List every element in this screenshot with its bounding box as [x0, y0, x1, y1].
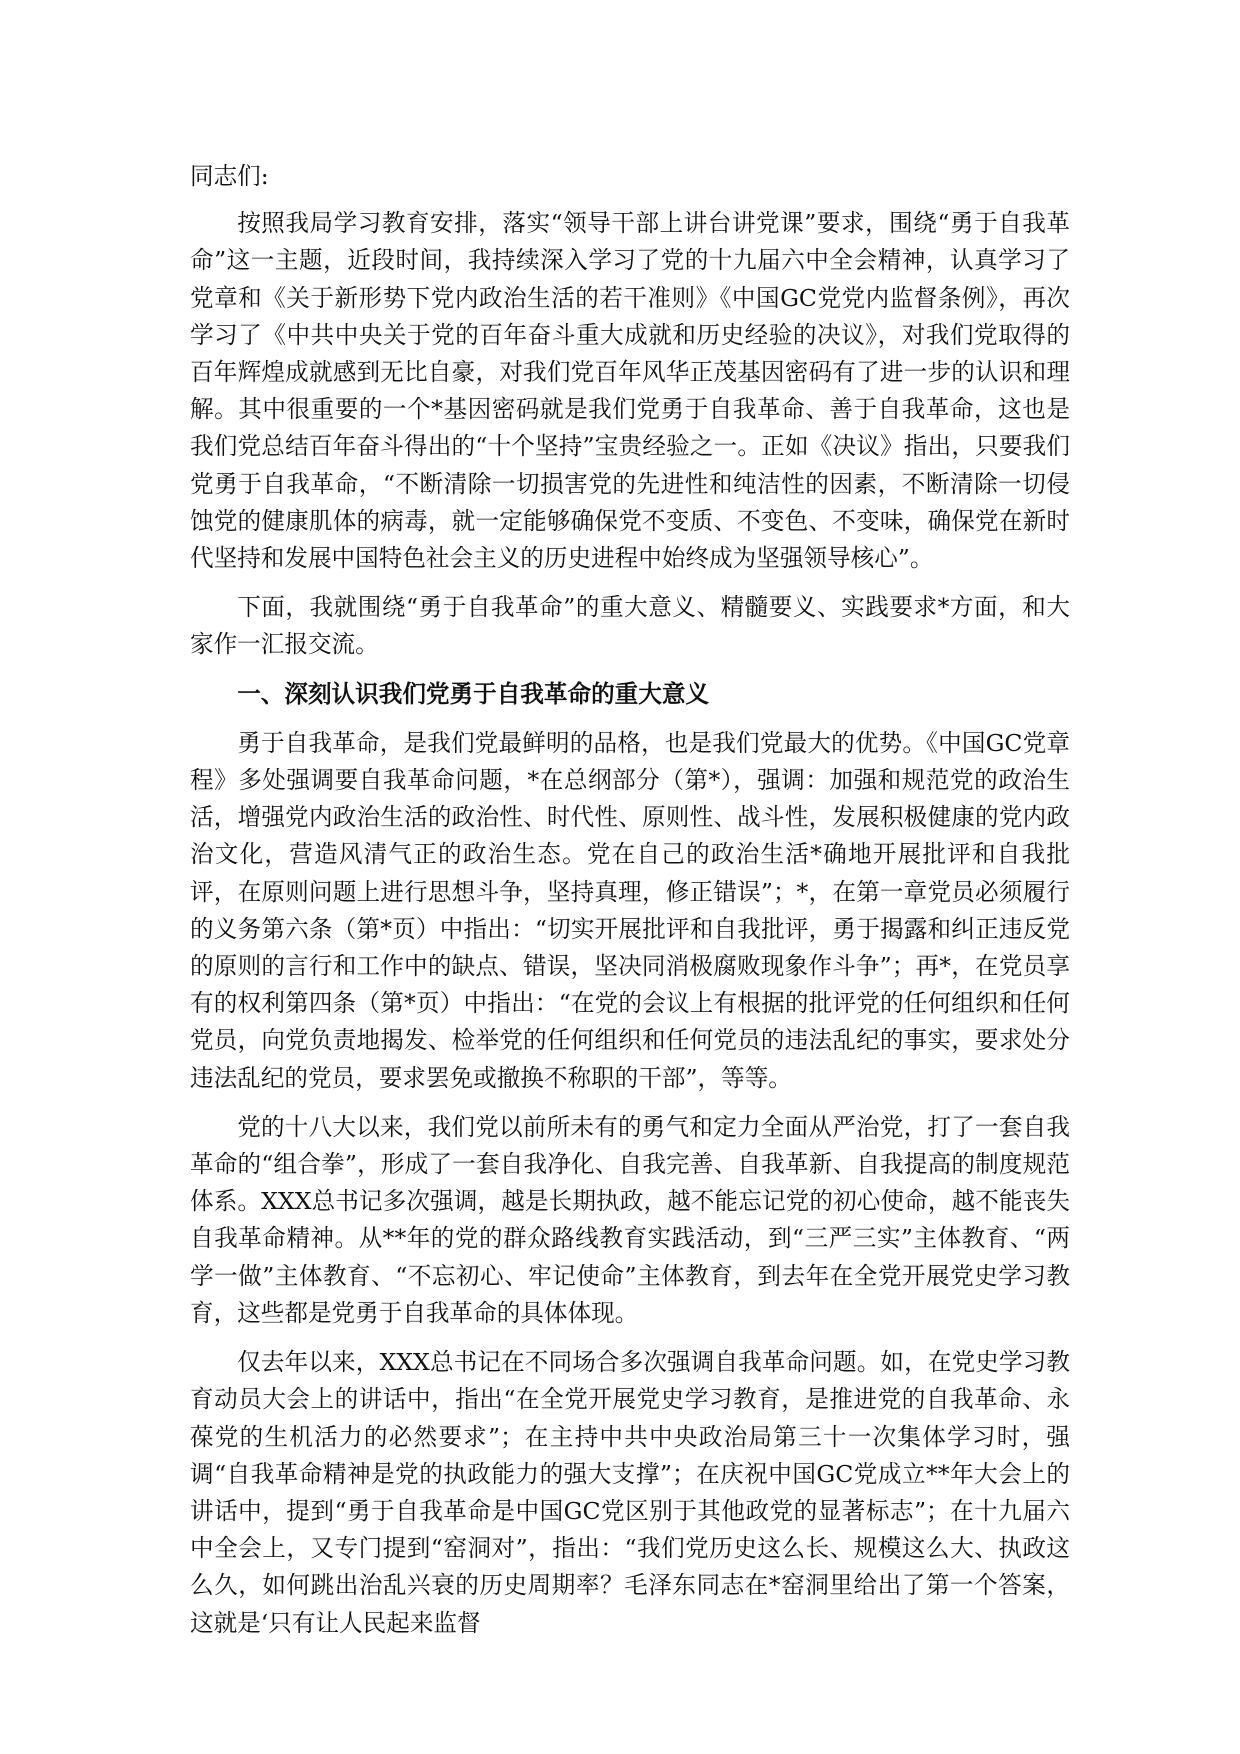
salutation: 同志们:: [190, 162, 269, 190]
paragraph-party-constitution: 勇于自我革命，是我们党最鲜明的品格，也是我们党最大的优势。《中国GC党章程》多处强调要自我革命问题，*在总纲部分（第*），强调：加强和规范党的政治生活，增强党内政治生活的政治性、时代性、原则性、战斗性，发展积极健康的党内政治文化，营造风清气正的政治生态。党在自己的政治生活*确地开展批评和自我批评，在原则问题上进行思想斗争，坚持真理，修正错误”；*，在第一章党员必须履行的义务第六条（第*页）中指出：“切实开展批评和自我批评，勇于揭露和纠正违反党的原则的言行和工作中的缺点、错误，坚决同消极腐败现象作斗争”；再*，在党员享有的权利第四条（第*页）中指出：“在党的会议上有根据的批评党的任何组织和任何党员，向党负责地揭发、检举党的任何组织和任何党员的违法乱纪的事实，要求处分违法乱纪的党员，要求罢免或撤换不称职的干部”，等等。: [190, 728, 1070, 1092]
section-heading: 一、深刻认识我们党勇于自我革命的重大意义: [237, 679, 710, 708]
paragraph-since-last-year: 仅去年以来，XXX总书记在不同场合多次强调自我革命问题。如，在党史学习教育动员大会上的讲话中，指出“在全党开展党史学习教育，是推进党的自我革命、永葆党的生机活力的必然要求”；在主持中共中央政治局第三十一次集体学习时，强调“自我革命精神是党的执政能力的强大支撑”；在庆祝中国GC党成立**年大会上的讲话中，提到“勇于自我革命是中国GC党区别于其他政党的显著标志”；在十九届六中全会上，又专门提到“窑洞对”，指出：“我们党历史这么长、规模这么大、执政这么久，如何跳出治乱兴衰的历史周期率？毛泽东同志在*窑洞里给出了第一个答案，这就是‘只有让人民起来监督: [190, 1348, 1070, 1637]
paragraph-outline: 下面，我就围绕“勇于自我革命”的重大意义、精髓要义、实践要求*方面，和大家作一汇报交流。: [190, 593, 1070, 659]
paragraph-intro: 按照我局学习教育安排，落实“领导干部上讲台讲党课”要求，围绕“勇于自我革命”这一主题，近段时间，我持续深入学习了党的十九届六中全会精神，认真学习了党章和《关于新形势下党内政治生活的若干准则》《中国GC党党内监督条例》，再次学习了《中共中央关于党的百年奋斗重大成就和历史经验的决议》，对我们党取得的百年辉煌成就感到无比自豪，对我们党百年风华正茂基因密码有了进一步的认识和理解。其中很重要的一个*基因密码就是我们党勇于自我革命、善于自我革命，这也是我们党总结百年奋斗得出的“十个坚持”宝贵经验之一。正如《决议》指出，只要我们党勇于自我革命，“不断清除一切损害党的先进性和纯洁性的因素，不断清除一切侵蚀党的健康肌体的病毒，就一定能够确保党不变质、不变色、不变味，确保党在新时代坚持和发展中国特色社会主义的历史进程中始终成为坚强领导核心”。: [190, 209, 1070, 573]
paragraph-since-eighteenth-congress: 党的十八大以来，我们党以前所未有的勇气和定力全面从严治党，打了一套自我革命的“组合拳”，形成了一套自我净化、自我完善、自我革新、自我提高的制度规范体系。XXX总书记多次强调，越是长期执政，越不能忘记党的初心使命，越不能丧失自我革命精神。从**年的党的群众路线教育实践活动，到“三严三实”主体教育、“两学一做”主体教育、“不忘初心、牢记使命”主体教育，到去年在全党开展党史学习教育，这些都是党勇于自我革命的具体体现。: [190, 1112, 1070, 1327]
document-page: [190, 158, 1070, 1654]
